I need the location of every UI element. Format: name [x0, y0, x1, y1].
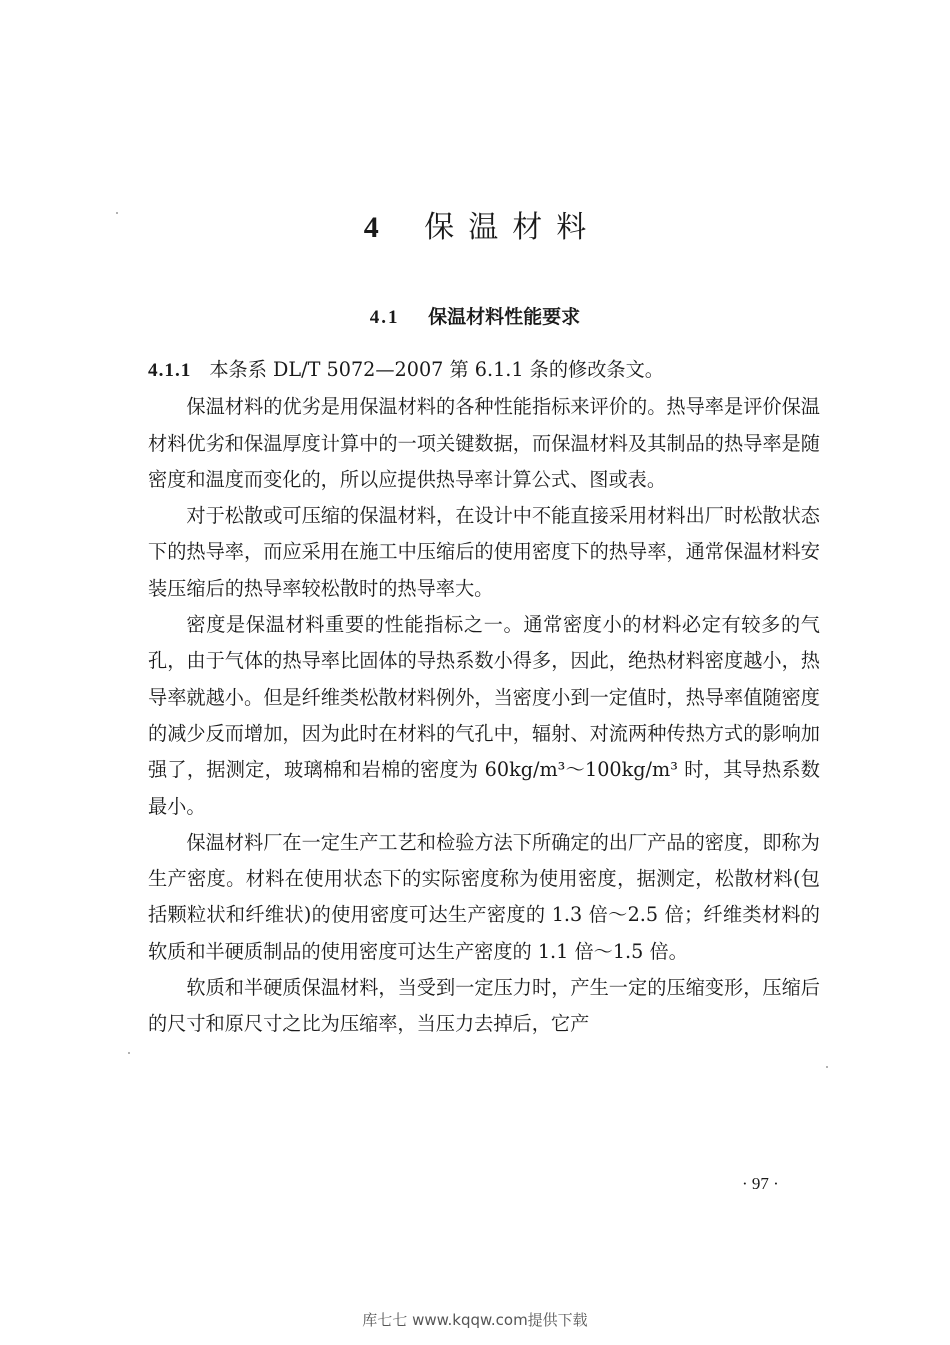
section-heading	[0, 302, 950, 329]
watermark-text: 库七七 www.kqqw.com提供下载	[362, 1311, 588, 1329]
clause-paragraph	[148, 352, 820, 389]
paragraph: 密度是保温材料重要的性能指标之一。通常密度小的材料必定有较多的气孔，由于气体的热导率比固体的导热系数小得多，因此，绝热材料密度越小，热导率就越小。但是纤维类松散材料例外，当密度小到一定值时，热导率值随密度的减少反而增加，因为此时在材料的气孔中，辐射、对流两种传热方式的影响加强了，据测定，玻璃棉和岩棉的密度为 60kg/m³～100kg/m³ 时，其导热系数最小。	[148, 613, 820, 818]
clause-text: 本条系 DL/T 5072—2007 第 6.1.1 条的修改条文。	[209, 358, 664, 381]
chapter-title	[0, 202, 950, 246]
body-text	[148, 352, 820, 1043]
scan-speck	[826, 1066, 828, 1068]
paragraph: 对于松散或可压缩的保温材料，在设计中不能直接采用材料出厂时松散状态下的热导率，而应采用在施工中压缩后的使用密度下的热导率，通常保温材料安装压缩后的热导率较松散时的热导率大。	[148, 504, 820, 600]
chapter-title-text: 保温材料	[424, 210, 601, 245]
chapter-number: 4	[363, 211, 393, 244]
scan-speck	[128, 1052, 130, 1054]
page-number: · 97 ·	[742, 1174, 779, 1193]
scan-speck	[116, 212, 118, 214]
paragraph: 保温材料厂在一定生产工艺和检验方法下所确定的出厂产品的密度，即称为生产密度。材料在使用状态下的实际密度称为使用密度，据测定，松散材料(包括颗粒状和纤维状)的使用密度可达生产密度的 1.3 倍～2.5 倍；纤维类材料的软质和半硬质制品的使用密度可达生产密度的 1.1 倍～1.5 倍。	[148, 830, 820, 963]
section-title-text: 保温材料性能要求	[428, 306, 581, 328]
paragraph: 保温材料的优劣是用保温材料的各种性能指标来评价的。热导率是评价保温材料优劣和保温厚度计算中的一项关键数据，而保温材料及其制品的热导率是随密度和温度而变化的，所以应提供热导率计算公式、图或表。	[148, 395, 820, 491]
section-number: 4.1	[369, 307, 400, 328]
clause-number: 4.1.1	[148, 360, 192, 381]
paragraph: 软质和半硬质保温材料，当受到一定压力时，产生一定的压缩变形，压缩后的尺寸和原尺寸之比为压缩率，当压力去掉后，它产	[148, 976, 820, 1036]
